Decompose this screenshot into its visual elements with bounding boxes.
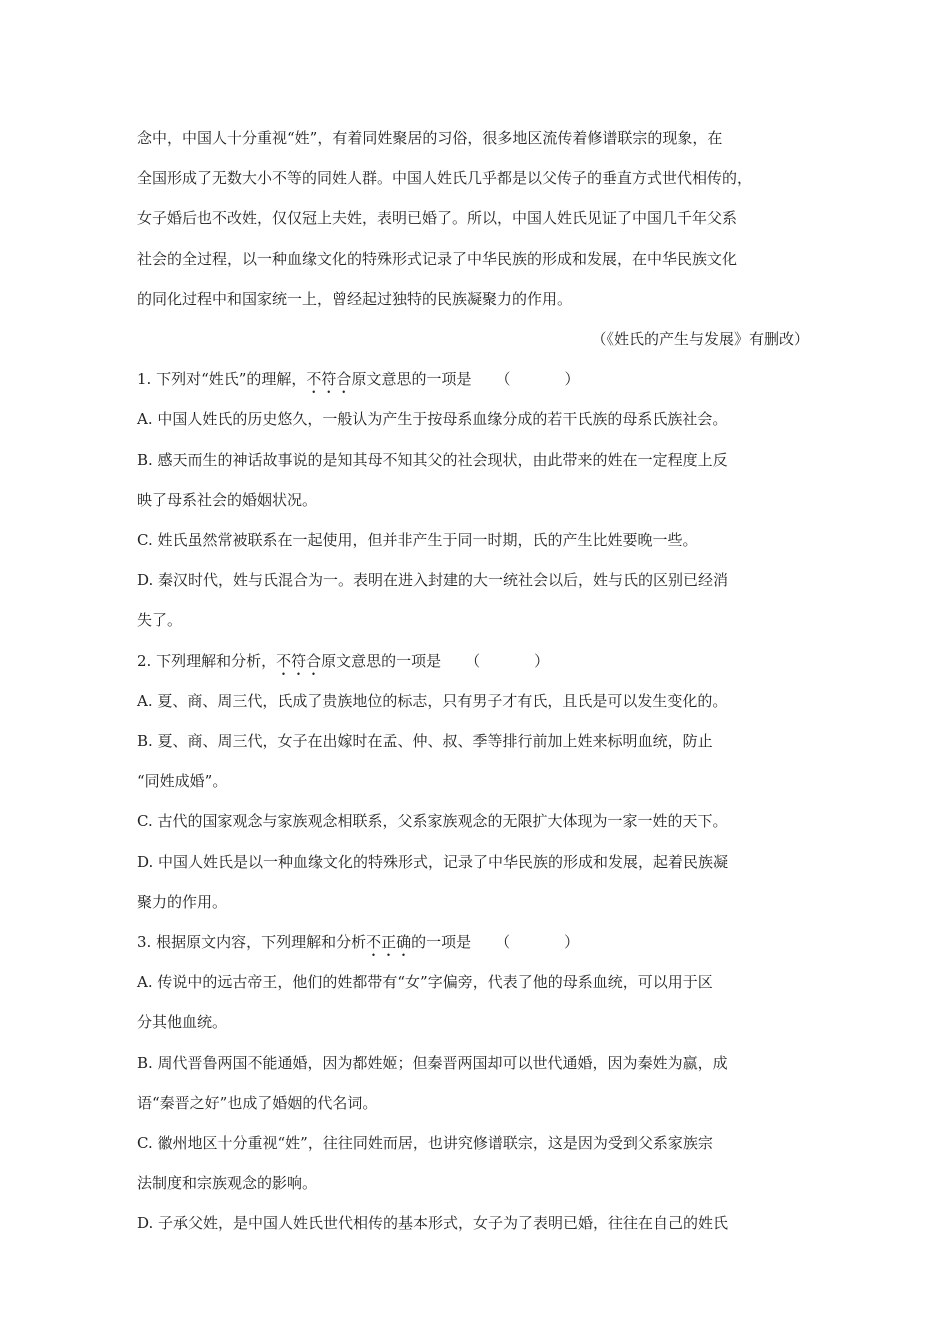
passage-line: 女子婚后也不改姓，仅仅冠上夫姓，表明已婚了。所以，中国人姓氏见证了中国几千年父系	[137, 209, 738, 228]
question-3	[137, 922, 817, 1244]
option-d: D. 子承父姓，是中国人姓氏世代相传的基本形式，女子为了表明已婚，往往在自己的姓氏	[137, 1214, 729, 1233]
question-stem: 2. 下列理解和分析，不符合原文意思的一项是 （ ）	[137, 641, 817, 681]
passage-line: 的同化过程中和国家统一上，曾经起过独特的民族凝聚力的作用。	[137, 289, 573, 308]
option-b: B. 周代晋鲁两国不能通婚，因为都姓姬；但秦晋两国却可以世代通婚，因为秦姓为嬴，成	[137, 1053, 728, 1072]
option-c: C. 古代的国家观念与家族观念相联系，父系家族观念的无限扩大体现为一家一姓的天下。	[137, 812, 728, 831]
option-c-continuation: 法制度和宗族观念的影响。	[137, 1174, 318, 1193]
passage-line: 全国形成了无数大小不等的同姓人群。中国人姓氏几乎都是以父传子的垂直方式世代相传的，	[137, 169, 753, 188]
answer-blank: （ ）	[495, 933, 580, 952]
option-d: D. 秦汉时代，姓与氏混合为一。表明在进入封建的大一统社会以后，姓与氏的区别已经消	[137, 571, 729, 590]
emphasis-text: 不符合	[306, 370, 352, 389]
option-d: D. 中国人姓氏是以一种血缘文化的特殊形式，记录了中华民族的形成和发展，起着民族凝	[137, 852, 729, 871]
question-1	[137, 359, 817, 640]
source-citation: （《姓氏的产生与发展》有删改）	[591, 330, 809, 349]
option-b-continuation: 语“秦晋之好”也成了婚姻的代名词。	[137, 1093, 378, 1112]
question-stem: 1. 下列对“姓氏”的理解，不符合原文意思的一项是 （ ）	[137, 359, 817, 399]
option-b: B. 夏、商、周三代，女子在出嫁时在孟、仲、叔、季等排行前加上姓来标明血统，防止	[137, 732, 713, 751]
document-content	[137, 118, 817, 1244]
option-c: C. 徽州地区十分重视“姓”，往往同姓而居，也讲究修谱联宗，这是因为受到父系家族宗	[137, 1134, 713, 1153]
emphasis-text: 不符合	[276, 651, 322, 670]
option-b: B. 感天而生的神话故事说的是知其母不知其父的社会现状，由此带来的姓在一定程度上反	[137, 450, 728, 469]
option-d-continuation: 聚力的作用。	[137, 892, 228, 911]
passage	[137, 118, 817, 359]
answer-blank: （ ）	[465, 651, 550, 670]
passage-line: 社会的全过程，以一种血缘文化的特殊形式记录了中华民族的形成和发展，在中华民族文化	[137, 249, 738, 268]
question-stem: 3. 根据原文内容，下列理解和分析不正确的一项是 （ ）	[137, 922, 817, 962]
option-b-continuation: “同姓成婚”。	[137, 772, 228, 791]
option-b-continuation: 映了母系社会的婚姻状况。	[137, 490, 318, 509]
option-a-continuation: 分其他血统。	[137, 1013, 228, 1032]
question-2	[137, 641, 817, 922]
emphasis-text: 不正确	[366, 933, 412, 952]
option-a: A. 中国人姓氏的历史悠久，一般认为产生于按母系血缘分成的若干氏族的母系氏族社会。	[137, 410, 728, 429]
passage-line: 念中，中国人十分重视“姓”，有着同姓聚居的习俗，很多地区流传着修谱联宗的现象，在	[137, 129, 723, 147]
option-c: C. 姓氏虽然常被联系在一起使用，但并非产生于同一时期，氏的产生比姓要晚一些。	[137, 531, 698, 550]
option-a: A. 传说中的远古帝王，他们的姓都带有“女”字偏旁，代表了他的母系血统，可以用于区	[137, 973, 713, 992]
option-a: A. 夏、商、周三代，氏成了贵族地位的标志，只有男子才有氏，且氏是可以发生变化的。	[137, 691, 728, 710]
option-d-continuation: 失了。	[137, 611, 183, 630]
answer-blank: （ ）	[495, 370, 580, 389]
